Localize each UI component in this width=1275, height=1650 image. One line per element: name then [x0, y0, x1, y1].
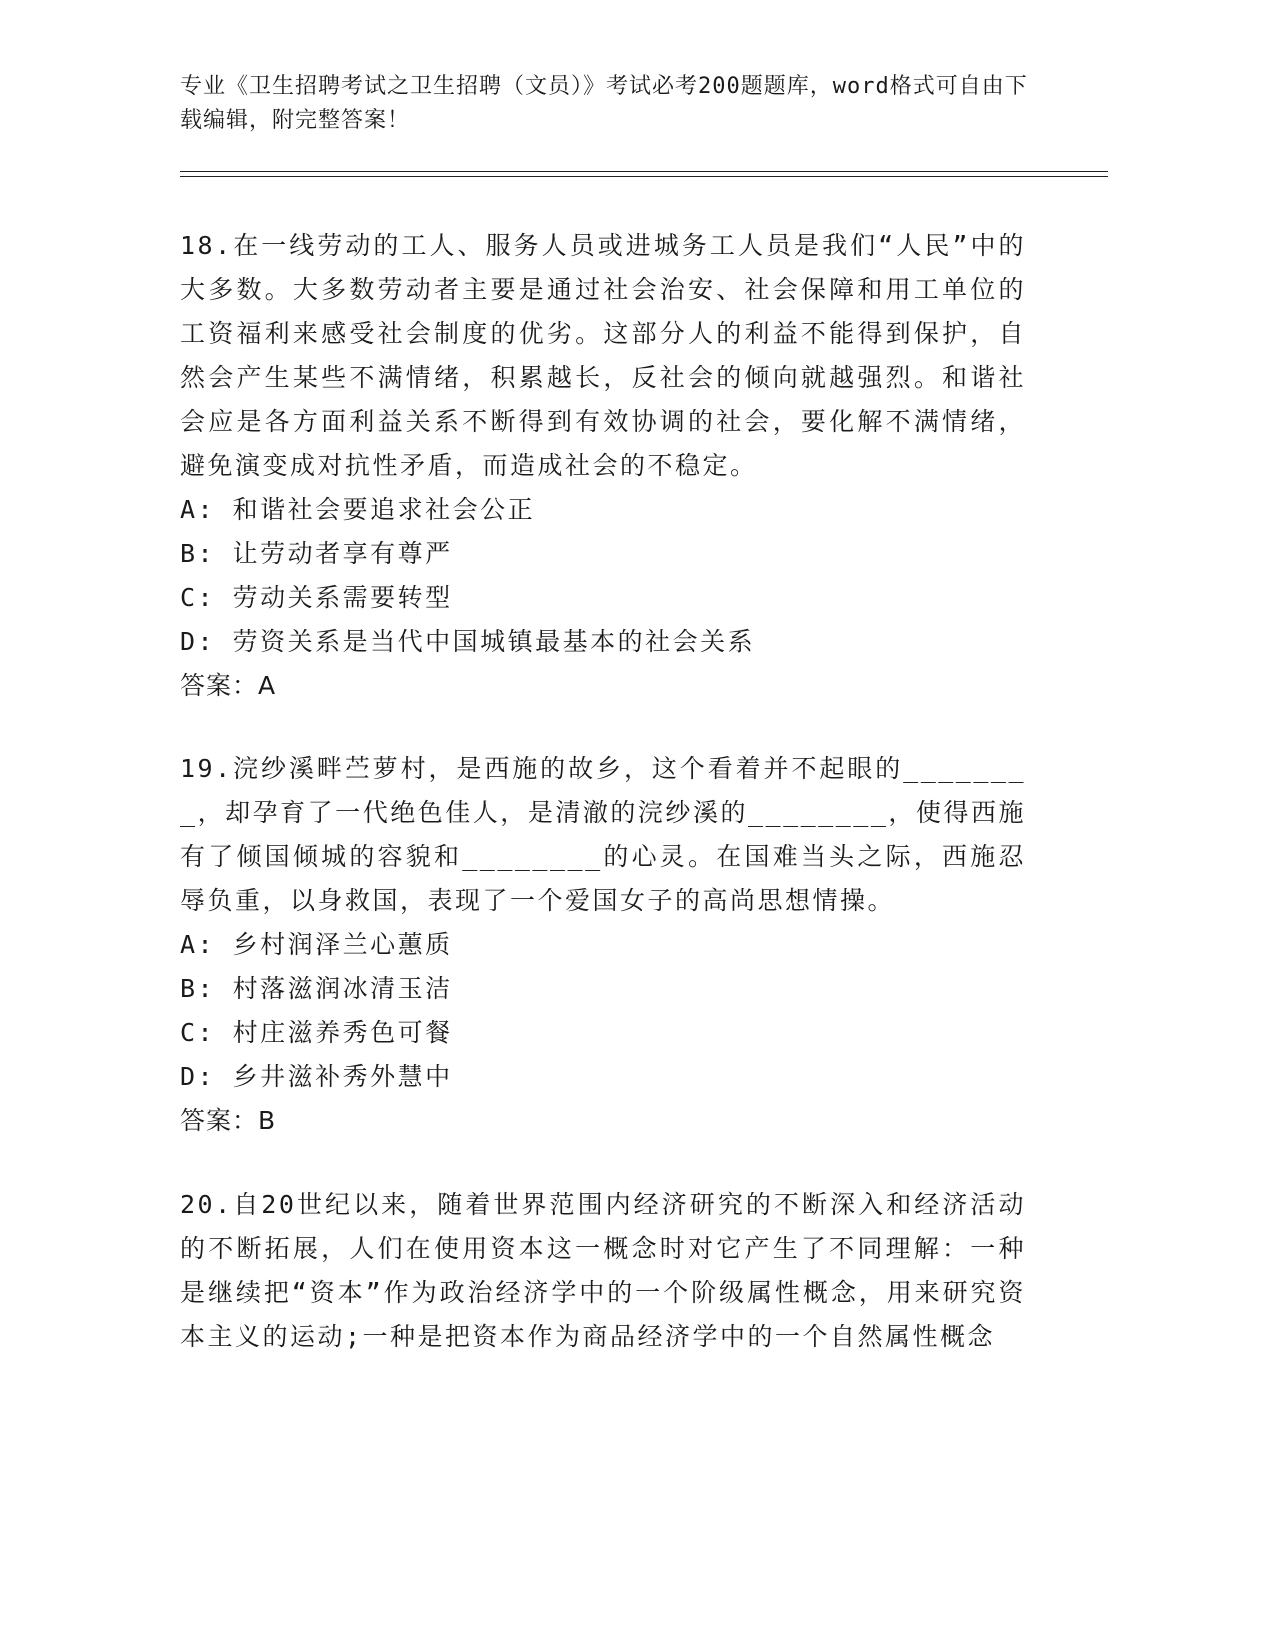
question-stem: 19.浣纱溪畔苎萝村，是西施的故乡，这个看着并不起眼的________，却孕育了一代绝色佳人，是清澈的浣纱溪的________，使得西施有了倾国倾城的容貌和________的心灵。在国难当头之际，西施忍辱负重，以身救国，表现了一个爱国女子的高尚思想情操。	[180, 754, 1026, 915]
question-18	[180, 224, 1026, 708]
option-a: A: 和谐社会要追求社会公正	[180, 495, 536, 524]
answer-label: 答案：A	[180, 671, 277, 700]
option-a: A: 乡村润泽兰心蕙质	[180, 930, 453, 959]
option-c: C: 村庄滋养秀色可餐	[180, 1018, 453, 1047]
option-c: C: 劳动关系需要转型	[180, 583, 453, 612]
question-stem: 20.自20世纪以来，随着世界范围内经济研究的不断深入和经济活动的不断拓展，人们在使用资本这一概念时对它产生了不同理解：一种是继续把“资本”作为政治经济学中的一个阶级属性概念，用来研究资本主义的运动;一种是把资本作为商品经济学中的一个自然属性概念	[180, 1190, 1026, 1351]
option-b: B: 村落滋润冰清玉洁	[180, 974, 453, 1003]
question-20	[180, 1183, 1026, 1359]
header-divider-top	[180, 171, 1108, 172]
question-19	[180, 747, 1026, 1143]
option-b: B: 让劳动者享有尊严	[180, 539, 453, 568]
answer-label: 答案：B	[180, 1106, 277, 1135]
question-stem: 18.在一线劳动的工人、服务人员或进城务工人员是我们“人民”中的大多数。大多数劳动者主要是通过社会治安、社会保障和用工单位的工资福利来感受社会制度的优劣。这部分人的利益不能得到保护，自然会产生某些不满情绪，积累越长，反社会的倾向就越强烈。和谐社会应是各方面利益关系不断得到有效协调的社会，要化解不满情绪，避免演变成对抗性矛盾，而造成社会的不稳定。	[180, 231, 1026, 480]
header-title: 专业《卫生招聘考试之卫生招聘（文员）》考试必考200题题库，word格式可自由下载编辑，附完整答案！	[180, 74, 1028, 133]
option-d: D: 劳资关系是当代中国城镇最基本的社会关系	[180, 627, 756, 656]
document-header	[180, 70, 1040, 138]
header-divider-bottom	[180, 176, 1108, 177]
option-d: D: 乡井滋补秀外慧中	[180, 1062, 453, 1091]
